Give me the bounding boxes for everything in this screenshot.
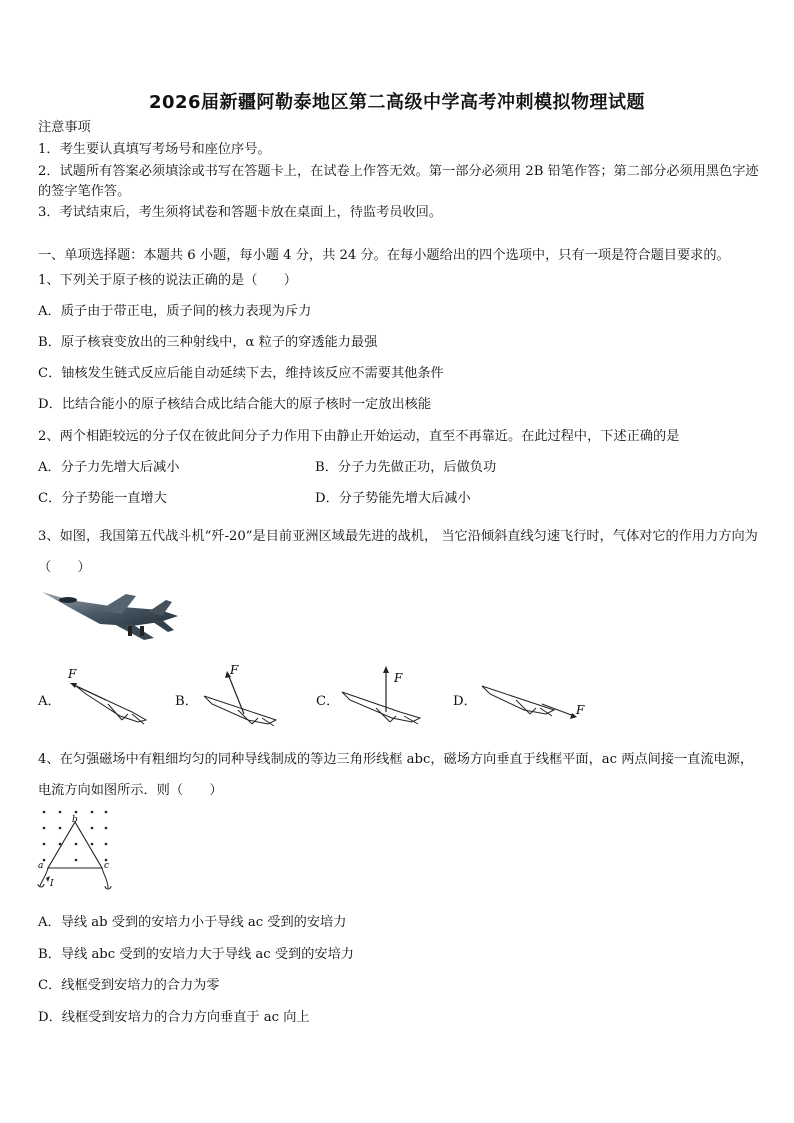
q4-option-d: D．线框受到安培力的合力方向垂直于 ac 向上 (38, 1010, 310, 1025)
jet-silhouette (204, 696, 276, 726)
q1-option-d: D．比结合能小的原子核结合成比结合能大的原子核时一定放出核能 (38, 397, 432, 412)
q2-stem: 2、两个相距较远的分子仅在彼此间分子力作用下由静止开始运动，直至不再靠近。在此过程中，下述正确的是 (38, 429, 680, 444)
current-label: I (50, 879, 54, 889)
q1-option-a: A．质子由于带正电，质子间的核力表现为斥力 (38, 304, 312, 319)
section-intro: 一、单项选择题：本题共 6 小题，每小题 4 分，共 24 分。在每小题给出的四个选项中，只有一项是符合题目要求的。 (38, 248, 730, 263)
jet-silhouette (342, 692, 420, 724)
q3-option-b-label: B． (175, 694, 198, 709)
notice-heading: 注意事项 (38, 120, 91, 135)
q3-option-a-label: A． (38, 694, 61, 709)
notice-item: 1．考生要认真填写考场号和座位序号。 (38, 142, 271, 157)
vertex-label: b (72, 815, 78, 825)
force-label: F (68, 667, 77, 681)
q2-option-d: D．分子势能先增大后减小 (315, 491, 471, 506)
notice-item: 2．试题所有答案必须填涂或书写在答题卡上，在试卷上作答无效。第一部分必须用 2B 铅笔作答；第二部分必须用黑色字迹的签字笔作答。 (38, 164, 759, 199)
page-title: 2026届新疆阿勒泰地区第二高级中学高考冲刺模拟物理试题 (148, 92, 646, 113)
q4-option-b: B．导线 abc 受到的安培力大于导线 ac 受到的安培力 (38, 947, 354, 962)
q2-option-c: C．分子势能一直增大 (38, 491, 167, 506)
q3-stem: 3、如图，我国第五代战斗机“歼-20”是目前亚洲区域最先进的战机， 当它沿倾斜直线匀速飞行时，气体对它的作用力方向为（ ） (38, 529, 758, 575)
jet-silhouette (482, 686, 554, 716)
notice-item: 3．考试结束后，考生须将试卷和答题卡放在桌面上，待监考员收回。 (38, 205, 443, 220)
vertex-label: a (38, 861, 44, 871)
jet-fighter-image (40, 586, 180, 644)
q2-option-b: B．分子力先做正功，后做负功 (315, 460, 497, 475)
q1-option-c: C．铀核发生链式反应后能自动延续下去，维持该反应不需要其他条件 (38, 366, 444, 381)
triangle-frame (48, 822, 102, 868)
q1-option-b: B．原子核衰变放出的三种射线中，α 粒子的穿透能力最强 (38, 335, 378, 350)
force-label: F (576, 703, 585, 717)
force-label: F (394, 671, 403, 685)
q4-option-a: A．导线 ab 受到的安培力小于导线 ac 受到的安培力 (38, 915, 347, 930)
q3-option-b-figure (198, 662, 292, 728)
q3-option-d-figure (476, 670, 588, 726)
vertex-label: c (104, 861, 110, 871)
q4-triangle-figure (34, 806, 114, 896)
q1-stem: 1、下列关于原子核的说法正确的是（ ） (38, 273, 297, 288)
q3-option-d-label: D． (453, 694, 477, 709)
q3-option-c-figure (338, 662, 430, 728)
q4-option-c: C．线框受到安培力的合力为零 (38, 978, 220, 993)
q4-stem: 4、在匀强磁场中有粗细均匀的同种导线制成的等边三角形线框 abc，磁场方向垂直于线框平面，ac 两点间接一直流电源，电流方向如图所示．则（ ） (38, 752, 754, 798)
q2-option-a: A．分子力先增大后减小 (38, 460, 180, 475)
jet-silhouette (76, 686, 146, 724)
q3-option-c-label: C． (316, 694, 340, 709)
force-label: F (230, 663, 239, 677)
q3-option-a-figure (62, 664, 156, 728)
